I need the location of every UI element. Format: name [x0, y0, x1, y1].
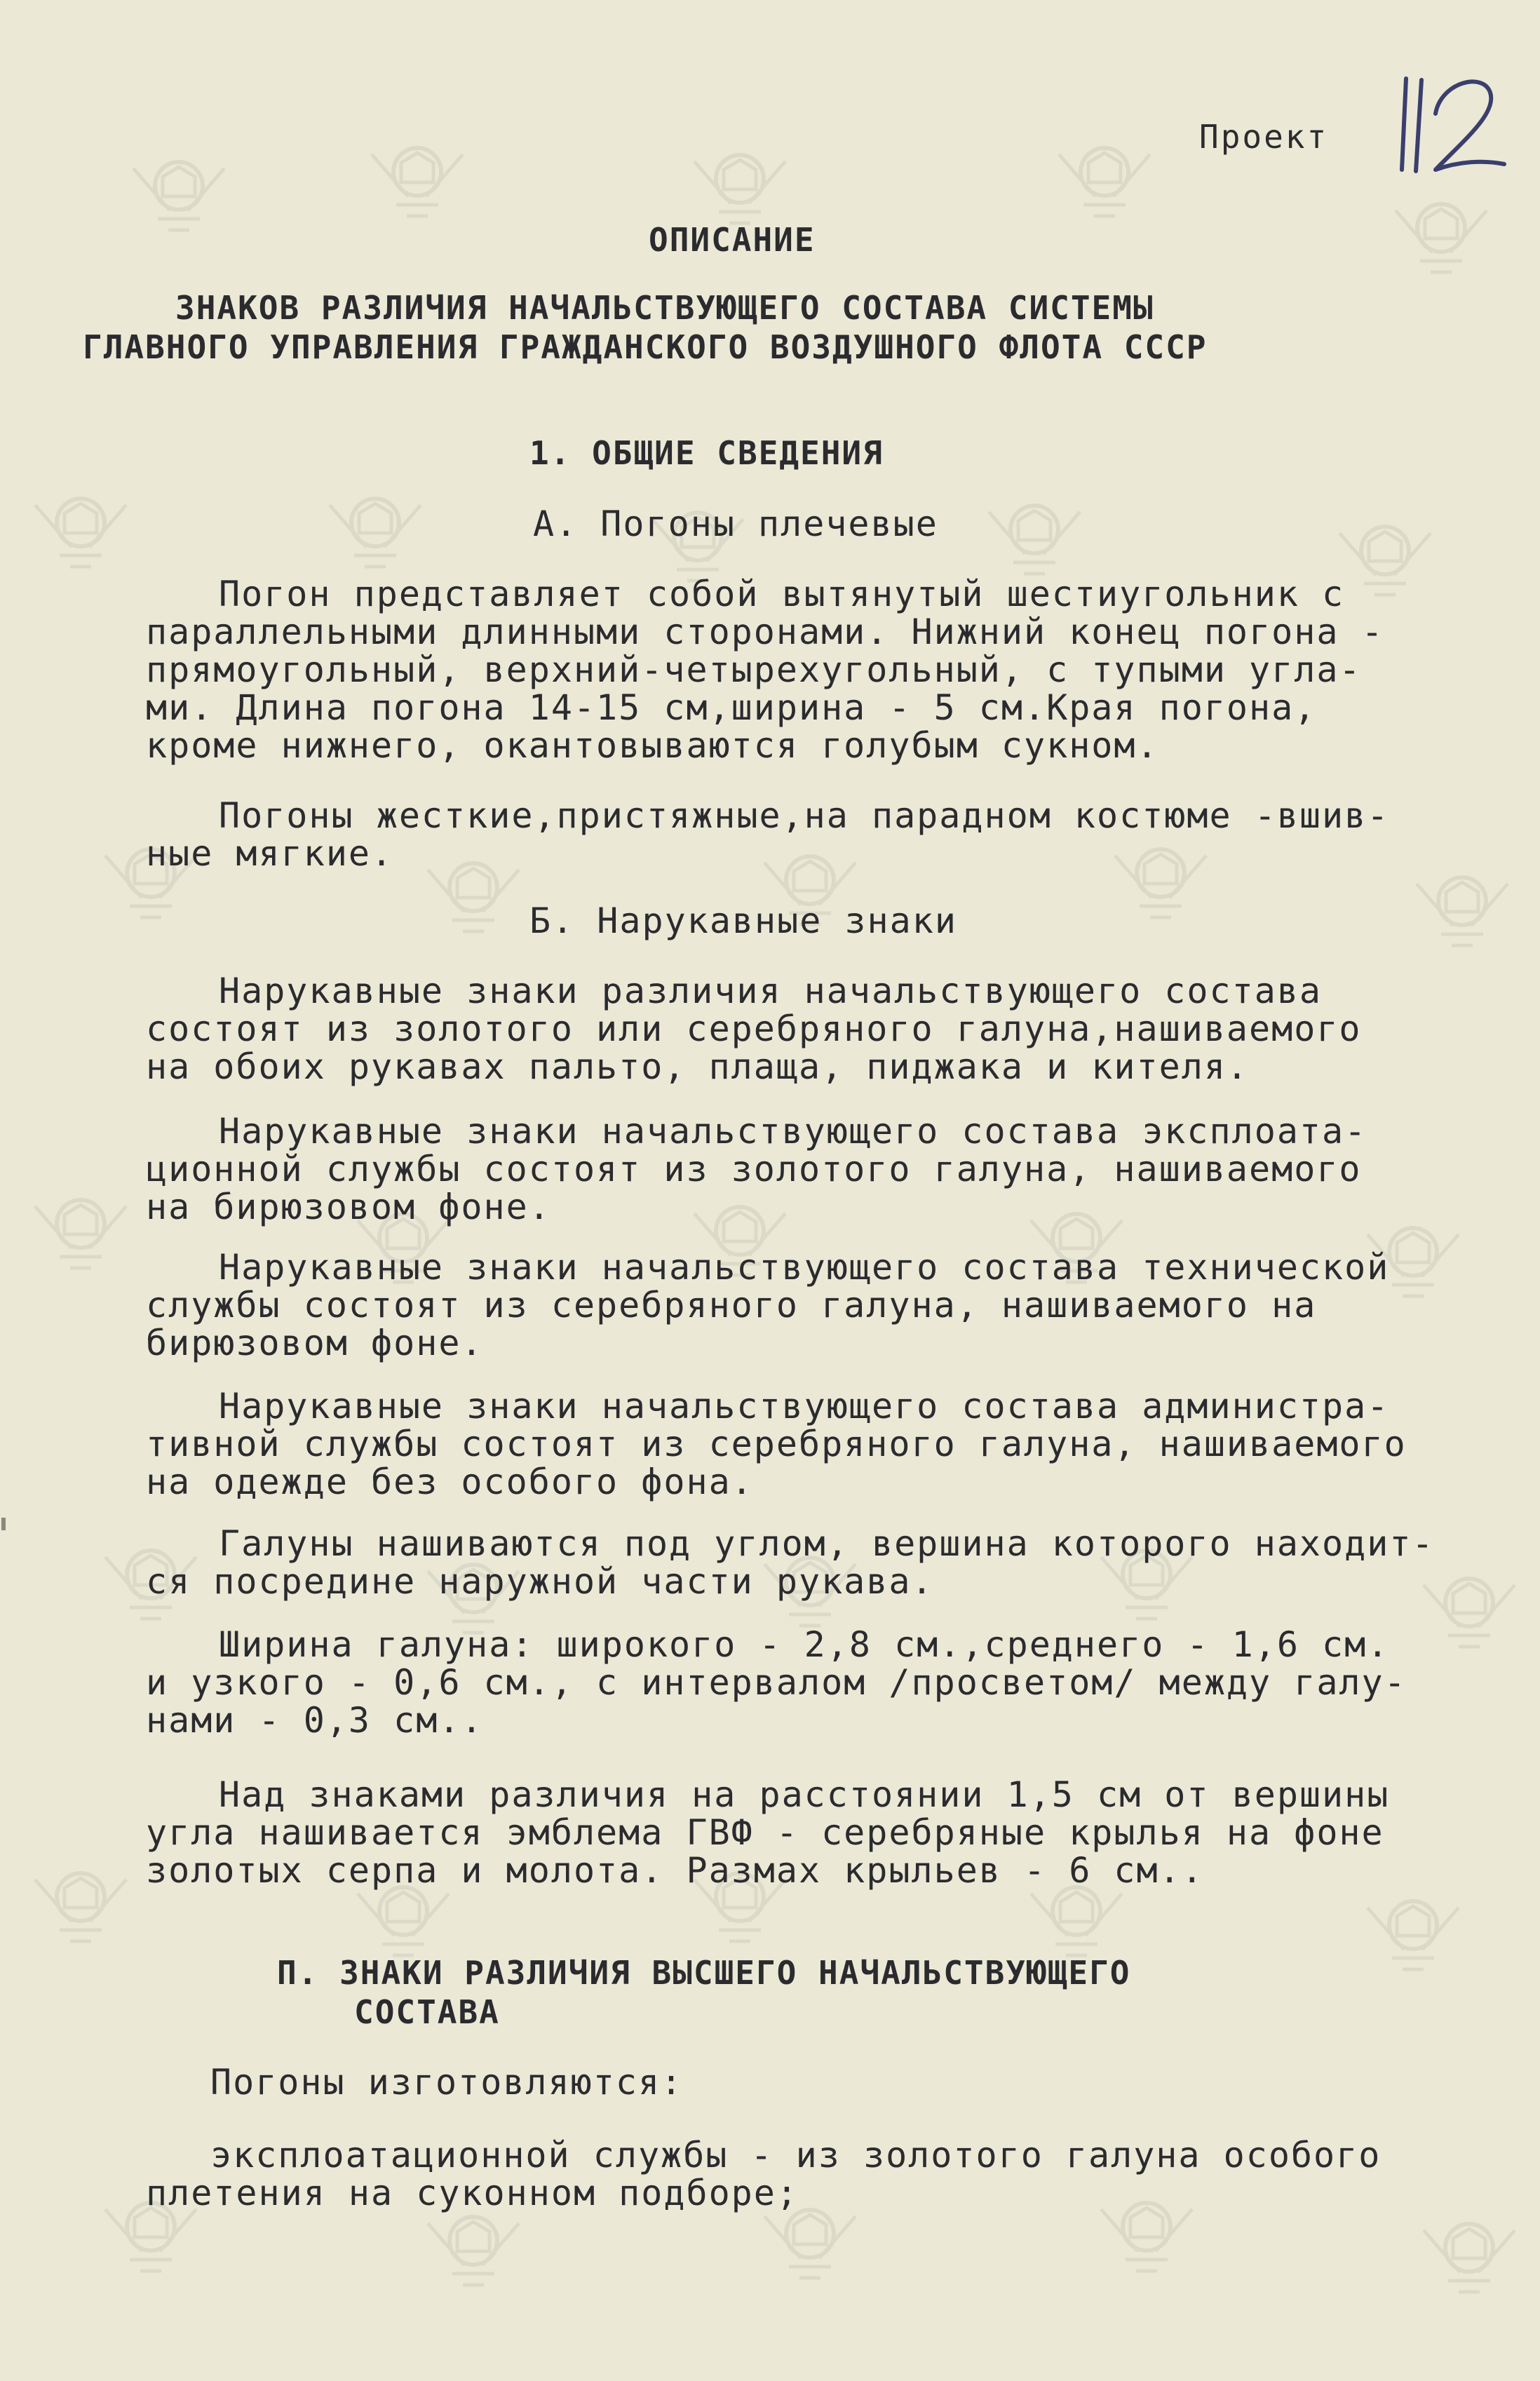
paragraph-line: ся посредине наружной части рукава.: [146, 1561, 934, 1602]
watermark-emblem-icon: [28, 1178, 133, 1283]
section-heading: 1. ОБЩИЕ СВЕДЕНИЯ: [529, 434, 884, 472]
paragraph-line: угла нашивается эмблема ГВФ - серебряные крылья на фоне: [146, 1812, 1384, 1853]
paragraph-line: Нарукавные знаки начальствующего состава администра-: [219, 1386, 1390, 1426]
paragraph-line: состоят из золотого или серебряного галуна,нашиваемого: [146, 1009, 1362, 1049]
document-subtitle-line: ГЛАВНОГО УПРАВЛЕНИЯ ГРАЖДАНСКОГО ВОЗДУШНОГО ФЛОТА СССР: [83, 328, 1208, 366]
paragraph-line: Погоны изготовляются:: [210, 2062, 684, 2103]
section-heading: СОСТАВА: [354, 1993, 500, 2031]
watermark-emblem-icon: [421, 842, 526, 947]
paragraph-line: ционной службы состоят из золотого галуна, нашиваемого: [146, 1149, 1362, 1189]
watermark-emblem-icon: [1052, 126, 1157, 231]
paragraph-line: кроме нижнего, окантовываются голубым сукном.: [146, 725, 1159, 766]
watermark-emblem-icon: [1410, 856, 1515, 961]
watermark-emblem-icon: [1332, 505, 1438, 610]
paragraph-line: Ширина галуна: широкого - 2,8 см.,среднего - 1,6 см.: [219, 1624, 1390, 1665]
subsection-heading: А. Погоны плечевые: [533, 504, 938, 544]
subsection-heading: Б. Нарукавные знаки: [529, 901, 957, 941]
paragraph-line: Нарукавные знаки различия начальствующего состава: [219, 971, 1323, 1011]
paragraph-line: службы состоят из серебряного галуна, нашиваемого на: [146, 1285, 1317, 1326]
paragraph-line: бирюзовом фоне.: [146, 1323, 484, 1363]
document-subtitle-line: ЗНАКОВ РАЗЛИЧИЯ НАЧАЛЬСТВУЮЩЕГО СОСТАВА СИСТЕМЫ: [175, 289, 1154, 327]
paragraph-line: прямоугольный, верхний-четырехугольный, с тупыми угла-: [146, 649, 1362, 690]
paragraph-line: нами - 0,3 см..: [146, 1700, 484, 1741]
paragraph-line: ми. Длина погона 14-15 см,ширина - 5 см.Края погона,: [146, 687, 1317, 728]
watermark-emblem-icon: [365, 126, 470, 231]
paragraph-line: золотых серпа и молота. Размах крыльев - 6 см..: [146, 1850, 1204, 1891]
paragraph-line: тивной службы состоят из серебряного галуна, нашиваемого: [146, 1424, 1407, 1464]
paragraph-line: на бирюзовом фоне.: [146, 1187, 551, 1227]
paragraph-line: и узкого - 0,6 см., с интервалом /просветом/ между галу-: [146, 1662, 1407, 1703]
margin-mark: [0, 1515, 10, 1535]
watermark-emblem-icon: [1417, 1557, 1522, 1662]
paragraph-line: Нарукавные знаки начальствующего состава технической: [219, 1247, 1390, 1288]
watermark-emblem-icon: [28, 477, 133, 582]
paragraph-line: на одежде без особого фона.: [146, 1462, 754, 1502]
paragraph-line: параллельными длинными сторонами. Нижний конец погона -: [146, 612, 1384, 652]
watermark-emblem-icon: [126, 140, 231, 245]
watermark-emblem-icon: [28, 1851, 133, 1957]
watermark-emblem-icon: [1108, 828, 1213, 933]
paragraph-line: Погоны жесткие,пристяжные,на парадном костюме -вшив-: [219, 795, 1390, 836]
folio-number-handwritten: [1392, 65, 1511, 184]
watermark-emblem-icon: [323, 477, 428, 582]
paragraph-line: Над знаками различия на расстоянии 1,5 см от вершины: [219, 1774, 1390, 1815]
watermark-emblem-icon: [1417, 2202, 1522, 2307]
watermark-emblem-icon: [1094, 2181, 1199, 2286]
watermark-emblem-icon: [1360, 1880, 1466, 1985]
paragraph-line: на обоих рукавах пальто, плаща, пиджака и кителя.: [146, 1046, 1250, 1087]
section-heading: П. ЗНАКИ РАЗЛИЧИЯ ВЫСШЕГО НАЧАЛЬСТВУЮЩЕГО: [277, 1954, 1131, 1992]
watermark-emblem-icon: [1389, 182, 1494, 288]
project-label: Проект: [1199, 118, 1329, 156]
paragraph-line: Нарукавные знаки начальствующего состава эксплоата-: [219, 1111, 1367, 1152]
paragraph-line: Погон представляет собой вытянутый шестиугольник с: [219, 574, 1345, 614]
paragraph-line: плетения на суконном подборе;: [146, 2173, 799, 2213]
document-title: ОПИСАНИЕ: [649, 221, 816, 259]
paragraph-line: Галуны нашиваются под углом, вершина которого находит-: [219, 1523, 1435, 1564]
paragraph-line: ные мягкие.: [146, 833, 394, 874]
paragraph-line: эксплоатационной службы - из золотого галуна особого: [210, 2135, 1382, 2176]
